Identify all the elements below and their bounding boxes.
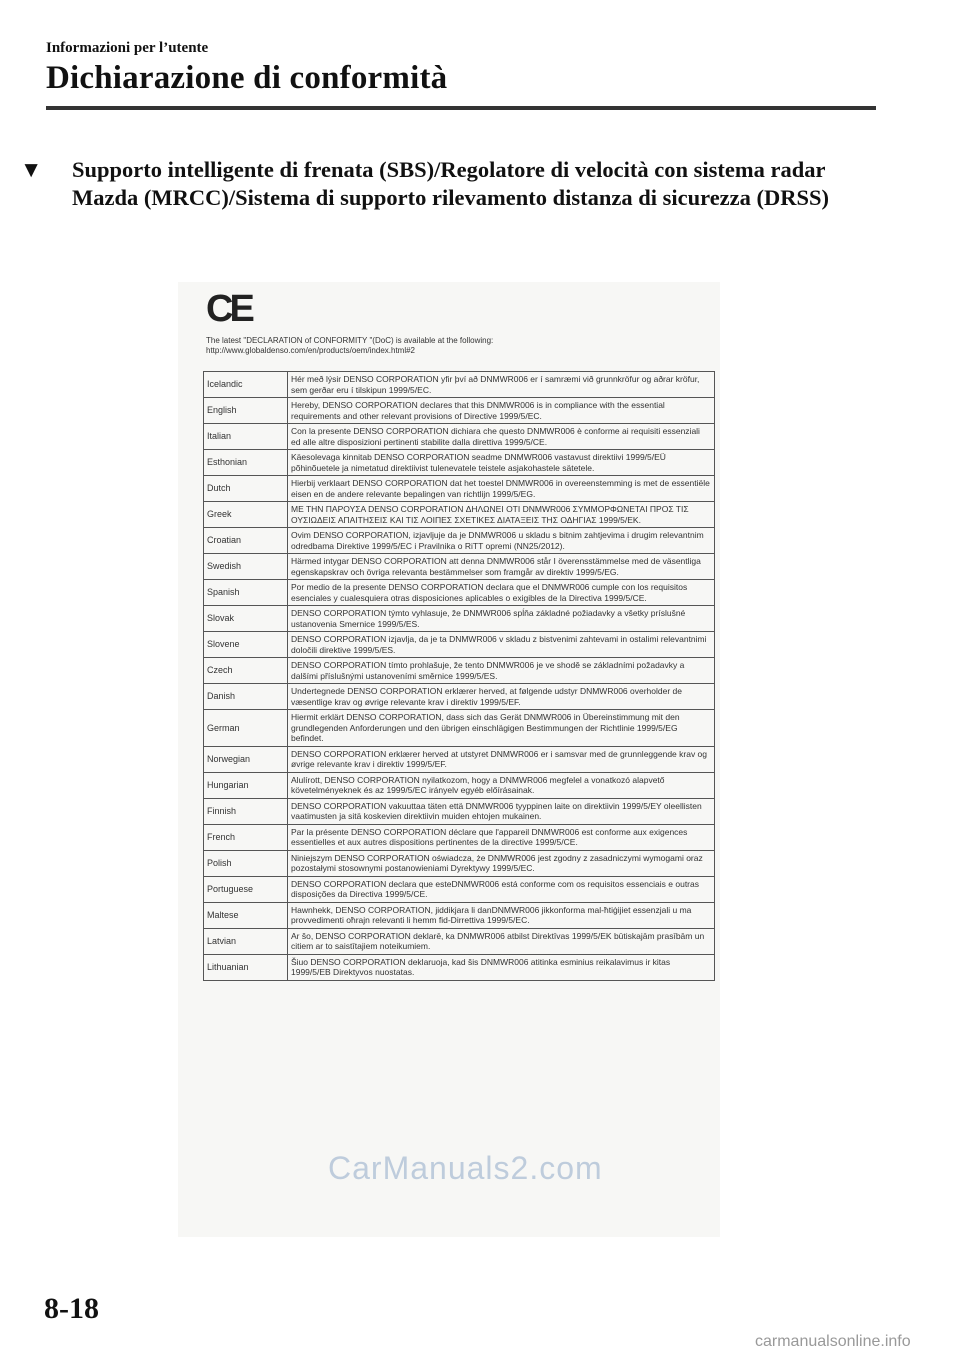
declaration-row [204,798,715,824]
declaration-text-cell: Por medio de la presente DENSO CORPORATION declara que el DNMWR006 cumple con los requisitos esenciales y cualesquiera otras disposiciones aplicables o exigibles de la Directiva 1999/5/CE. [288,580,715,606]
footer-site-link[interactable]: carmanualsonline.info [755,1333,911,1350]
section-heading [20,156,876,212]
language-cell: German [204,710,288,747]
declaration-row [204,902,715,928]
declaration-row [204,928,715,954]
language-cell: Greek [204,502,288,528]
declaration-text-cell: Ar šo, DENSO CORPORATION deklarē, ka DNMWR006 atbilst Direktīvas 1999/5/EK būtiskajām prasībām un citiem ar to saistītajiem noteikumiem. [288,928,715,954]
language-cell: Danish [204,684,288,710]
language-cell: Swedish [204,554,288,580]
declaration-row [204,710,715,747]
section-label: Informazioni per l’utente [46,40,209,56]
declaration-row [204,476,715,502]
language-cell: Latvian [204,928,288,954]
language-cell: Dutch [204,476,288,502]
title-divider [46,106,876,110]
declaration-text-cell: DENSO CORPORATION tímto prohlašuje, že tento DNMWR006 je ve shodě se základními požadavky a dalšími příslušnými ustanoveními směrnice 1999/5/ES. [288,658,715,684]
ce-mark-logo: CE [206,288,251,330]
watermark: CarManuals2.com [328,1150,603,1186]
declaration-table [203,371,715,981]
declaration-row [204,398,715,424]
declaration-text-cell: DENSO CORPORATION declara que esteDNMWR006 está conforme com os requisitos essenciais e outras disposições da Directiva 1999/5/CE. [288,876,715,902]
language-cell: Finnish [204,798,288,824]
declaration-row [204,746,715,772]
language-cell: Slovene [204,632,288,658]
declaration-row [204,658,715,684]
declaration-text-cell: DENSO CORPORATION izjavlja, da je ta DNMWR006 v skladu z bistvenimi zahtevami in ostalimi relevantnimi določili direktive 1999/5/ES. [288,632,715,658]
declaration-text-cell: Hierbij verklaart DENSO CORPORATION dat het toestel DNMWR006 in overeenstemming is met de essentiële eisen en de andere relevante bepalingen van richtlijn 1999/5/EG. [288,476,715,502]
language-cell: Esthonian [204,450,288,476]
declaration-text-cell: Härmed intygar DENSO CORPORATION att denna DNMWR006 står I överensstämmelse med de väsentliga egenskapskrav och övriga relevanta bestämmelser som framgår av direktiv 1999/5/EG. [288,554,715,580]
declaration-text-cell: DENSO CORPORATION vakuuttaa täten että DNMWR006 tyyppinen laite on direktiivin 1999/5/EY oleellisten vaatimusten ja sitä koskevien direktiivin muiden ehtojen mukainen. [288,798,715,824]
declaration-text-cell: Hér með lýsir DENSO CORPORATION yfir því að DNMWR006 er í samræmi við grunnkröfur og aðrar kröfur, sem gerðar eru í tilskipun 1999/5/EC. [288,372,715,398]
language-cell: Icelandic [204,372,288,398]
page-title: Dichiarazione di conformità [46,60,448,96]
declaration-row [204,554,715,580]
declaration-row [204,850,715,876]
declaration-text-cell: Alulírott, DENSO CORPORATION nyilatkozom, hogy a DNMWR006 megfelel a vonatkozó alapvető követelményeknek és az 1999/5/EC irányelv egyéb előírásainak. [288,772,715,798]
declaration-row [204,372,715,398]
declaration-text-cell: Undertegnede DENSO CORPORATION erklærer herved, at følgende udstyr DNMWR006 overholder de væsentlige krav og øvrige relevante krav i direktiv 1999/5/EF. [288,684,715,710]
language-cell: Croatian [204,528,288,554]
section-heading-text: Supporto intelligente di frenata (SBS)/Regolatore di velocità con sistema radar Mazda (MRCC)/Sistema di supporto rilevamento distanza di sicurezza (DRSS) [72,157,830,210]
language-cell: Spanish [204,580,288,606]
declaration-text-cell: Šiuo DENSO CORPORATION deklaruoja, kad šis DNMWR006 atitinka esminius reikalavimus ir kitas 1999/5/EB Direktyvos nuostatas. [288,954,715,980]
declaration-text-cell: Ovim DENSO CORPORATION, izjavljuje da je DNMWR006 u skladu s bitnim zahtjevima i drugim relevantnim odredbama Direktive 1999/5/EC i Pravilnika o RiTT opremi (NN25/2012). [288,528,715,554]
declaration-row [204,606,715,632]
declaration-scan [178,282,720,1237]
language-cell: English [204,398,288,424]
declaration-row [204,824,715,850]
page-number: 8-18 [44,1292,99,1325]
declaration-text-cell: Hawnhekk, DENSO CORPORATION, jiddikjara li danDNMWR006 jikkonforma mal-ħtiġijiet essenzjali u ma provvedimenti oħrajn relevanti li hemm fid-Dirrettiva 1999/5/EC. [288,902,715,928]
declaration-row [204,450,715,476]
language-cell: French [204,824,288,850]
declaration-intro: The latest "DECLARATION of CONFORMITY "(DoC) is available at the following: http://www.globaldenso.com/en/products/oem/index.html#2 [206,336,494,355]
declaration-text-cell: Niniejszym DENSO CORPORATION oświadcza, że DNMWR006 jest zgodny z zasadniczymi wymogami oraz pozostałymi stosownymi postanowieniami Dyrektywy 1999/5/EC. [288,850,715,876]
declaration-row [204,528,715,554]
language-cell: Slovak [204,606,288,632]
declaration-row [204,684,715,710]
language-cell: Lithuanian [204,954,288,980]
declaration-text-cell: DENSO CORPORATION týmto vyhlasuje, že DNMWR006 spĺňa základné požiadavky a všetky príslušné ustanovenia Smernice 1999/5/ES. [288,606,715,632]
declaration-text-cell: Käesolevaga kinnitab DENSO CORPORATION seadme DNMWR006 vastavust direktiivi 1999/5/EÜ põhinõuetele ja nimetatud direktiivist tulenevatele teistele asjakohastele sätetele. [288,450,715,476]
declaration-text-cell: Par la présente DENSO CORPORATION déclare que l'appareil DNMWR006 est conforme aux exigences essentielles et aux autres dispositions pertinentes de la directive 1999/5/CE. [288,824,715,850]
declaration-text-cell: Con la presente DENSO CORPORATION dichiara che questo DNMWR006 è conforme ai requisiti essenziali ed alle altre disposizioni pertinenti stabilite dalla direttiva 1999/5/CE. [288,424,715,450]
declaration-row [204,632,715,658]
declaration-row [204,580,715,606]
declaration-row [204,772,715,798]
declaration-text-cell: ΜΕ ΤΗΝ ΠΑΡΟΥΣΑ DENSO CORPORATION ΔΗΛΩΝΕΙ ΟΤΙ DNMWR006 ΣΥΜΜΟΡΦΩΝΕΤΑΙ ΠΡΟΣ ΤΙΣ ΟΥΣΙΩΔΕΙΣ ΑΠΑΙΤΗΣΕΙΣ ΚΑΙ ΤΙΣ ΛΟΙΠΕΣ ΣΧΕΤΙΚΕΣ ΔΙΑΤΑΞΕΙΣ ΤΗΣ ΟΔΗΓΙΑΣ 1999/5/ΕΚ. [288,502,715,528]
declaration-row [204,424,715,450]
triangle-down-icon: ▼ [20,157,43,182]
language-cell: Maltese [204,902,288,928]
declaration-row [204,876,715,902]
language-cell: Hungarian [204,772,288,798]
declaration-text-cell: Hereby, DENSO CORPORATION declares that this DNMWR006 is in compliance with the essential requirements and other relevant provisions of Directive 1999/5/EC. [288,398,715,424]
declaration-text-cell: DENSO CORPORATION erklærer herved at utstyret DNMWR006 er i samsvar med de grunnleggende krav og øvrige relevante krav i direktiv 1999/5/EF. [288,746,715,772]
language-cell: Norwegian [204,746,288,772]
language-cell: Italian [204,424,288,450]
declaration-text-cell: Hiermit erklärt DENSO CORPORATION, dass sich das Gerät DNMWR006 in Übereinstimmung mit den grundlegenden Anforderungen und den übrigen einschlägigen Bestimmungen der Richtlinie 1999/5/EG befindet. [288,710,715,747]
language-cell: Czech [204,658,288,684]
declaration-row [204,502,715,528]
language-cell: Portuguese [204,876,288,902]
declaration-row [204,954,715,980]
language-cell: Polish [204,850,288,876]
